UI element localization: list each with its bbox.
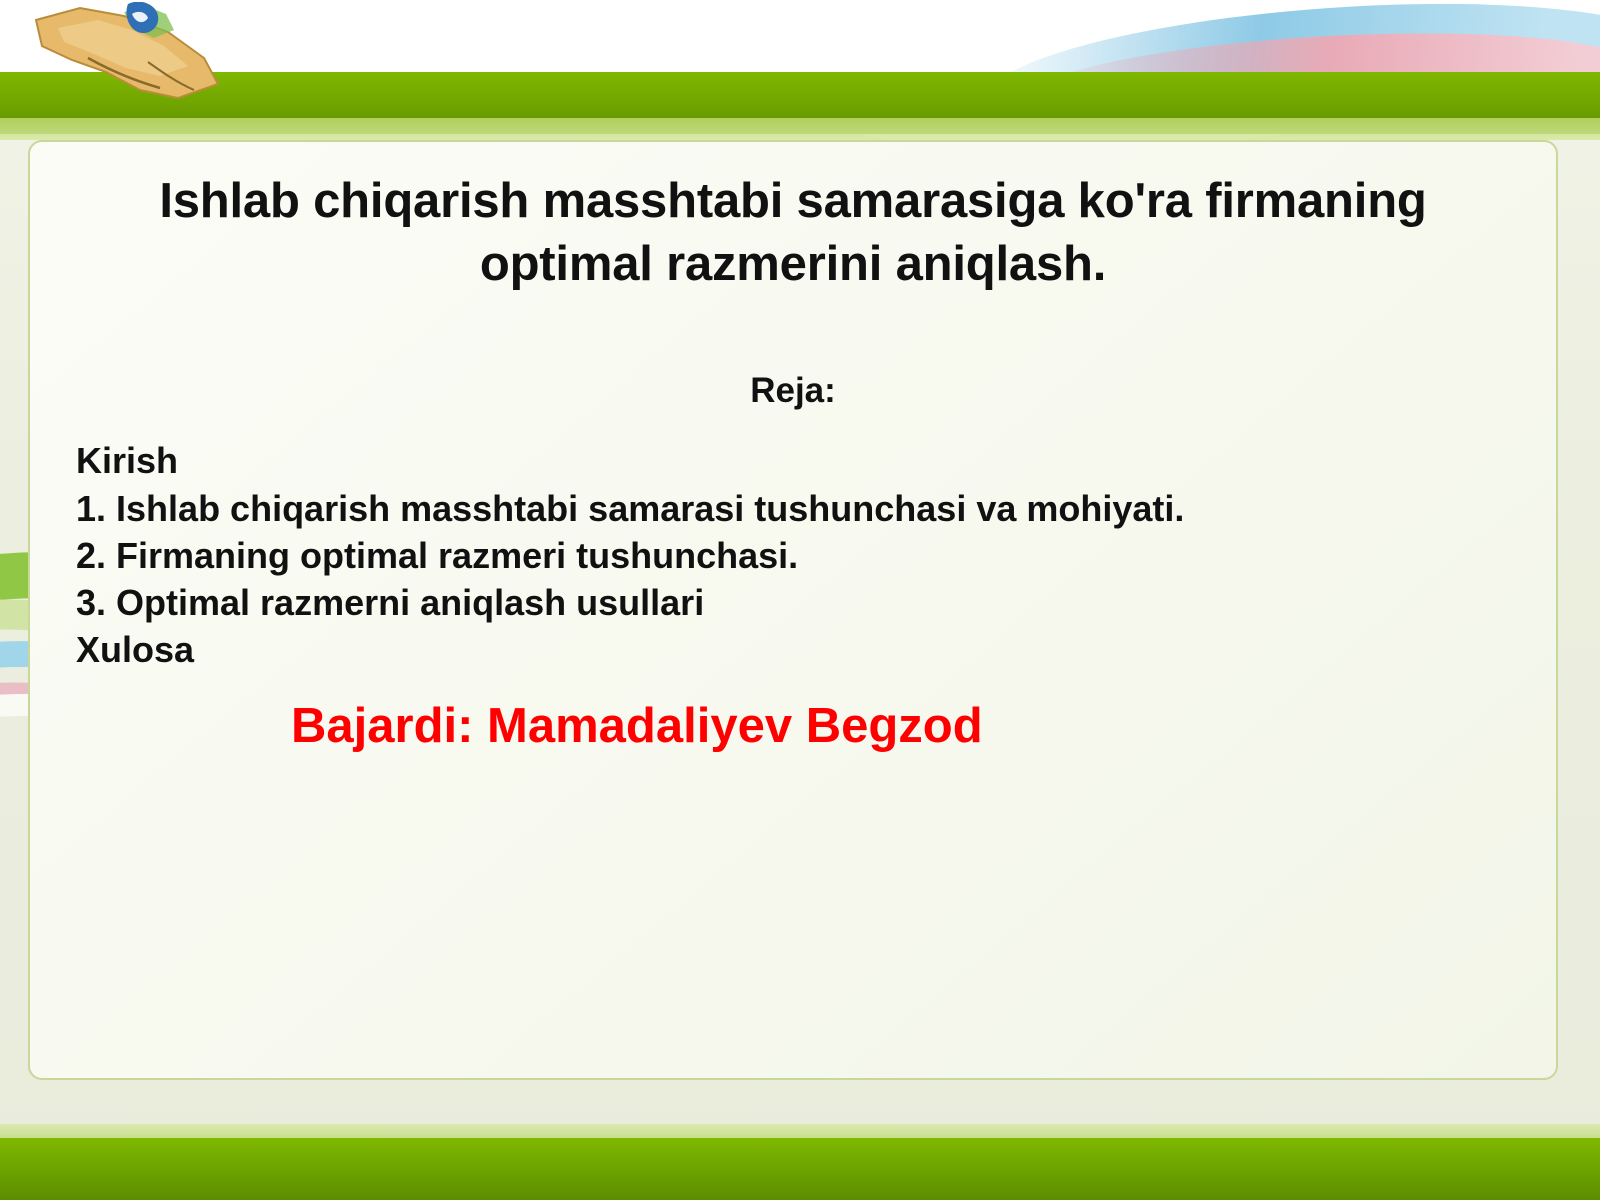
list-item: Xulosa	[76, 629, 195, 671]
list-item: 2. Firmaning optimal razmeri tushunchasi.	[76, 534, 799, 576]
list-item: 3. Optimal razmerni aniqlash usullari	[76, 581, 705, 623]
uzbekistan-map-emblem-icon	[28, 2, 238, 132]
list-item: Kirish	[76, 440, 179, 482]
plan-heading: Reja:	[750, 371, 836, 411]
author-line: Bajardi: Mamadaliyev Begzod	[291, 699, 983, 754]
bottom-green-band	[0, 1138, 1600, 1200]
page-title: Ishlab chiqarish masshtabi samarasiga ko'ra firmaning optimal razmerini aniqlash.	[159, 174, 1427, 291]
top-green-band-highlight	[0, 118, 1600, 140]
plan-list	[76, 437, 1510, 673]
content-card	[28, 140, 1558, 1080]
list-item: 1. Ishlab chiqarish masshtabi samarasi tushunchasi va mohiyati.	[76, 487, 1185, 529]
